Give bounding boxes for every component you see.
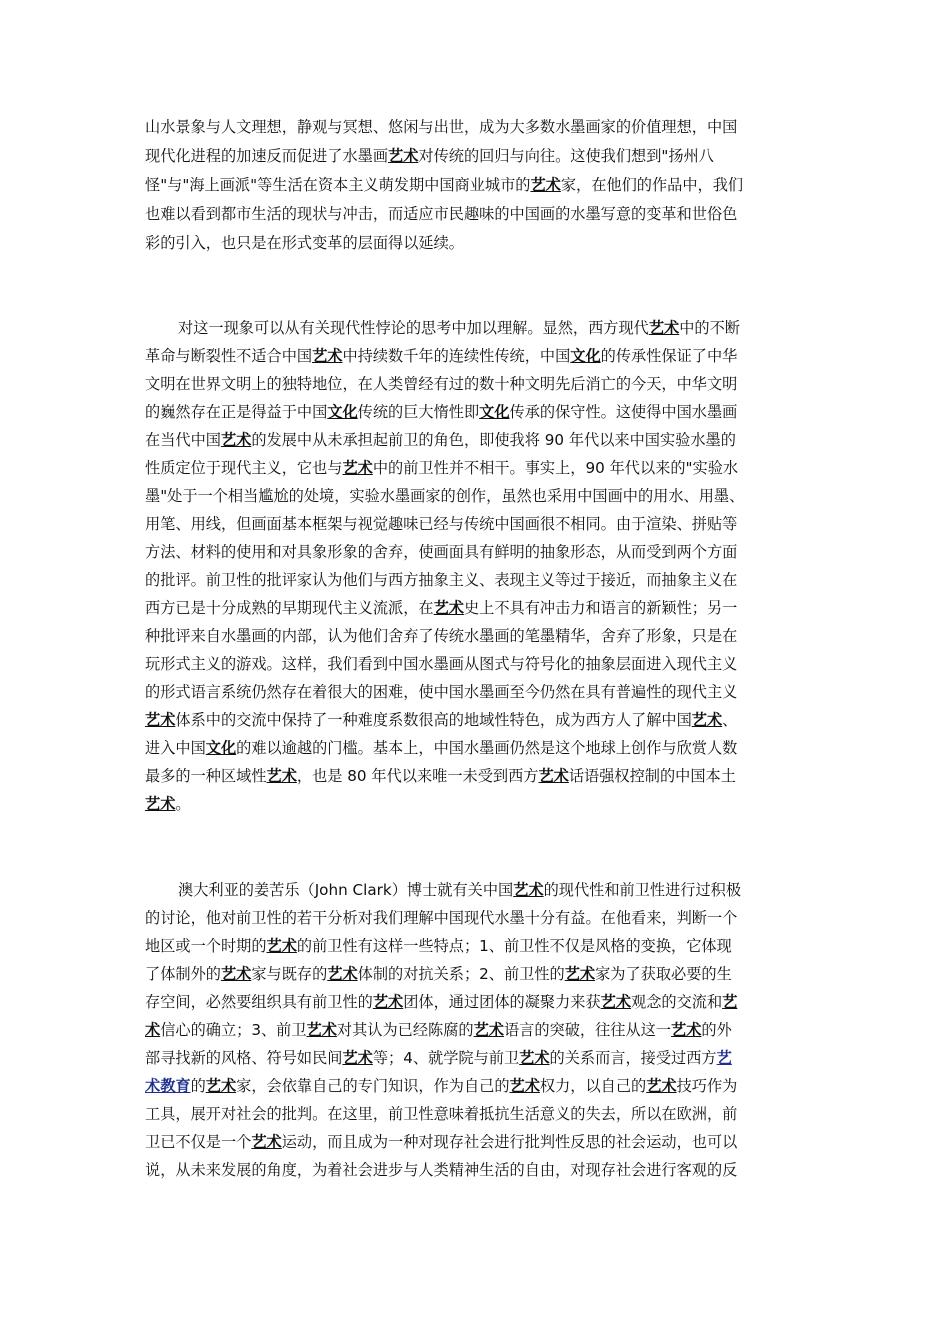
text-run: 的关系而言，接受过西方 (549, 1049, 717, 1067)
text-run: 的前卫性有这样一些特点；1、前卫性不仅是风格的变换，它体现 (296, 937, 732, 955)
keyword-link[interactable]: 艺术 (312, 347, 343, 365)
text-run: 的批评。前卫性的批评家认为他们与西方抽象主义、表现主义等过于接近，而抽象主义在 (145, 571, 738, 589)
keyword-link[interactable]: 艺术 (205, 1077, 237, 1095)
paragraph-3-line (145, 1160, 737, 1180)
text-run: 进入中国 (145, 739, 206, 757)
text-run: 体制的对抗关系；2、前卫性的 (357, 965, 565, 983)
keyword-link[interactable]: 艺术 (388, 147, 419, 165)
paragraph-1-line (145, 117, 737, 137)
text-run: 玩形式主义的游戏。这样，我们看到中国水墨画从图式与符号化的抽象层面进入现代主义 (145, 655, 738, 673)
keyword-link[interactable]: 艺术 (473, 1021, 504, 1039)
paragraph-2-line (145, 598, 737, 618)
text-run: 的巍然存在正是得益于中国 (145, 403, 328, 421)
text-run: 存空间，必然要组织具有前卫性的 (145, 993, 373, 1011)
text-run: 中的前卫性并不相干。事实上，90 年代以来的"实验水 (372, 459, 739, 477)
paragraph-3-line (145, 936, 732, 956)
text-run: 家为了获取必要的生 (595, 965, 732, 983)
text-run: 了体制外的 (145, 965, 221, 983)
keyword-link[interactable]: 文化 (327, 403, 358, 421)
paragraph-3-line (178, 880, 741, 900)
keyword-link[interactable]: 艺术 (266, 937, 297, 955)
text-run: 革命与断裂性不适合中国 (145, 347, 313, 365)
paragraph-2-line (145, 794, 191, 814)
paragraph-2-line (145, 346, 737, 366)
keyword-link[interactable]: 艺术 (342, 459, 373, 477)
text-run: 彩的引入，也只是在形式变革的层面得以延续。 (145, 234, 464, 252)
paragraph-2-line (145, 682, 737, 702)
paragraph-2-line (145, 402, 737, 422)
keyword-link[interactable]: 艺术 (220, 431, 252, 449)
keyword-link[interactable]: 文化 (570, 347, 601, 365)
text-run: 传统的巨大惰性即 (357, 403, 480, 421)
paragraph-1-line (145, 175, 743, 195)
keyword-link[interactable]: 术教育 (145, 1077, 191, 1095)
paragraph-2-line (145, 766, 736, 786)
text-run: 地区或一个时期的 (145, 937, 267, 955)
keyword-link[interactable]: 艺 (716, 1049, 732, 1067)
keyword-link[interactable]: 艺术 (251, 1133, 282, 1151)
text-run: 卫已不仅是一个 (145, 1133, 252, 1151)
keyword-link[interactable]: 艺术 (433, 599, 464, 617)
paragraph-3-line (145, 964, 732, 984)
text-run: ，也是 80 年代以来唯一未受到西方 (296, 767, 539, 785)
paragraph-3-line (145, 1048, 732, 1068)
keyword-link[interactable]: 艺术 (600, 993, 631, 1011)
text-run: 话语强权控制的中国本土 (568, 767, 736, 785)
paragraph-3-line (145, 908, 737, 928)
text-run: 现代化进程的加速反而促进了水墨画 (145, 147, 388, 165)
paragraph-2-line (145, 542, 737, 562)
keyword-link[interactable]: 艺术 (648, 319, 680, 337)
text-run: 的传承性保证了中华 (600, 347, 738, 365)
keyword-link[interactable]: 艺术 (513, 881, 544, 899)
text-run: 最多的一种区域性 (145, 767, 267, 785)
paragraph-1-line (145, 204, 737, 224)
keyword-link[interactable]: 艺 (722, 993, 738, 1011)
text-run: 家，会依靠自己的专门知识，作为自己的 (236, 1077, 510, 1095)
paragraph-2-line (145, 710, 737, 730)
text-run: 权力，以自己的 (539, 1077, 647, 1095)
text-run: 对这一现象可以从有关现代性悖论的思考中加以理解。显然，西方现代 (178, 319, 649, 337)
text-run: 性质定位于现代主义，它也与 (145, 459, 343, 477)
text-run: 工具，展开对社会的批判。在这里，前卫性意味着抵抗生活意义的失去，所以在欧洲，前 (145, 1105, 738, 1123)
text-run: 中持续数千年的连续性传统，中国 (342, 347, 571, 365)
keyword-link[interactable]: 艺术 (564, 965, 596, 983)
keyword-link[interactable]: 艺术 (646, 1077, 677, 1095)
paragraph-1-line (145, 233, 464, 253)
paragraph-2-line (145, 626, 737, 646)
paragraph-2-line (145, 486, 744, 506)
keyword-link[interactable]: 艺术 (372, 993, 404, 1011)
text-run: 澳大利亚的姜苦乐（John Clark）博士就有关中国 (178, 881, 514, 899)
text-run: 的外 (701, 1021, 732, 1039)
keyword-link[interactable]: 艺术 (530, 176, 561, 194)
text-run: 的发展中从未承担起前卫的角色，即使我将 90 年代以来中国实验水墨的 (251, 431, 736, 449)
keyword-link[interactable]: 术 (145, 1021, 161, 1039)
text-run: 说，从未来发展的角度，为着社会进步与人类精神生活的自由，对现存社会进行客观的反 (145, 1161, 738, 1179)
text-run: 的 (190, 1077, 206, 1095)
text-run: 等；4、就学院与前卫 (372, 1049, 520, 1067)
paragraph-3-line (145, 1104, 737, 1124)
keyword-link[interactable]: 艺术 (306, 1021, 337, 1039)
text-run: 体系中的交流中保持了一种难度系数很高的地域性特色，成为西方人了解中国 (175, 711, 692, 729)
text-run: 运动，而且成为一种对现存社会进行批判性反思的社会运动，也可以 (281, 1133, 738, 1151)
paragraph-3-line (145, 992, 737, 1012)
keyword-link[interactable]: 艺术 (671, 1021, 702, 1039)
text-run: 信心的确立；3、前卫 (160, 1021, 307, 1039)
text-run: 用笔、用线，但画面基本框架与视觉趣味已经与传统中国画很不相同。由于渲染、拼贴等 (145, 515, 738, 533)
text-run: 家，在他们的作品中，我们 (560, 176, 744, 194)
text-run: 的形式语言系统仍然存在着很大的困难，使中国水墨画至今仍然在具有普遍性的现代主义 (145, 683, 738, 701)
text-run: 对其认为已经陈腐的 (336, 1021, 474, 1039)
text-run: 对传统的回归与向往。这使我们想到"扬州八 (418, 147, 714, 165)
text-run: 团体，通过团体的凝聚力来获 (403, 993, 601, 1011)
paragraph-2-line (145, 374, 737, 394)
keyword-link[interactable]: 艺术 (220, 965, 252, 983)
keyword-link[interactable]: 艺术 (342, 1049, 373, 1067)
text-run: 也难以看到都市生活的现状与冲击，而适应市民趣味的中国画的水墨写意的变革和世俗色 (145, 205, 738, 223)
text-run: 史上不具有冲击力和语言的新颖性；另一 (463, 599, 738, 617)
paragraph-2-line (145, 514, 737, 534)
keyword-link[interactable]: 艺术 (266, 767, 297, 785)
text-run: 部寻找新的风格、符号如民间 (145, 1049, 343, 1067)
text-run: 方法、材料的使用和对具象形象的舍弃，使画面具有鲜明的抽象形态，从而受到两个方面 (145, 543, 738, 561)
keyword-link[interactable]: 文化 (479, 403, 510, 421)
text-run: 西方已是十分成熟的早期现代主义流派，在 (145, 599, 434, 617)
text-run: 、 (722, 711, 738, 729)
text-run: 种批评来自水墨画的内部，认为他们舍弃了传统水墨画的笔墨精华，舍弃了形象，只是在 (145, 627, 738, 645)
text-run: 语言的突破，往往从这一 (503, 1021, 672, 1039)
text-run: 观念的交流和 (631, 993, 723, 1011)
keyword-link[interactable]: 艺术 (519, 1049, 550, 1067)
keyword-link[interactable]: 艺术 (509, 1077, 540, 1095)
paragraph-1-line (145, 146, 714, 166)
text-run: 的现代性和前卫性进行过积极 (543, 881, 742, 899)
keyword-link[interactable]: 艺术 (327, 965, 358, 983)
text-run: 家与既存的 (251, 965, 328, 983)
keyword-link[interactable]: 文化 (205, 739, 237, 757)
keyword-link[interactable]: 艺术 (145, 795, 176, 813)
keyword-link[interactable]: 艺术 (691, 711, 723, 729)
text-run: 的难以逾越的门槛。基本上，中国水墨画仍然是这个地球上创作与欣赏人数 (236, 739, 738, 757)
text-run: 山水景象与人文理想，静观与冥想、悠闲与出世，成为大多数水墨画家的价值理想，中国 (145, 118, 738, 136)
paragraph-2-line (145, 430, 736, 450)
text-run: 技巧作为 (676, 1077, 738, 1095)
paragraph-2-line (145, 570, 737, 590)
paragraph-2-line (145, 458, 738, 478)
text-run: 的讨论，他对前卫性的若干分析对我们理解中国现代水墨十分有益。在他看来，判断一个 (145, 909, 738, 927)
keyword-link[interactable]: 艺术 (538, 767, 569, 785)
text-run: 文明在世界文明上的独特地位，在人类曾经有过的数十种文明先后消亡的今天，中华文明 (145, 375, 738, 393)
text-run: 墨"处于一个相当尴尬的处境，实验水墨画家的创作，虽然也采用中国画中的用水、用墨、 (145, 487, 745, 505)
text-run: 在当代中国 (145, 431, 221, 449)
paragraph-3-line (145, 1020, 732, 1040)
text-run: 传承的保守性。这使得中国水墨画 (509, 403, 738, 421)
paragraph-2-line (178, 318, 740, 338)
paragraph-2-line (145, 738, 737, 758)
paragraph-3-line (145, 1076, 737, 1096)
text-run: 怪"与"海上画派"等生活在资本主义萌发期中国商业城市的 (145, 176, 531, 194)
keyword-link[interactable]: 艺术 (145, 711, 176, 729)
paragraph-3-line (145, 1132, 737, 1152)
paragraph-2-line (145, 654, 737, 674)
text-run: 中的不断 (679, 319, 740, 337)
text-run: 。 (175, 795, 191, 813)
